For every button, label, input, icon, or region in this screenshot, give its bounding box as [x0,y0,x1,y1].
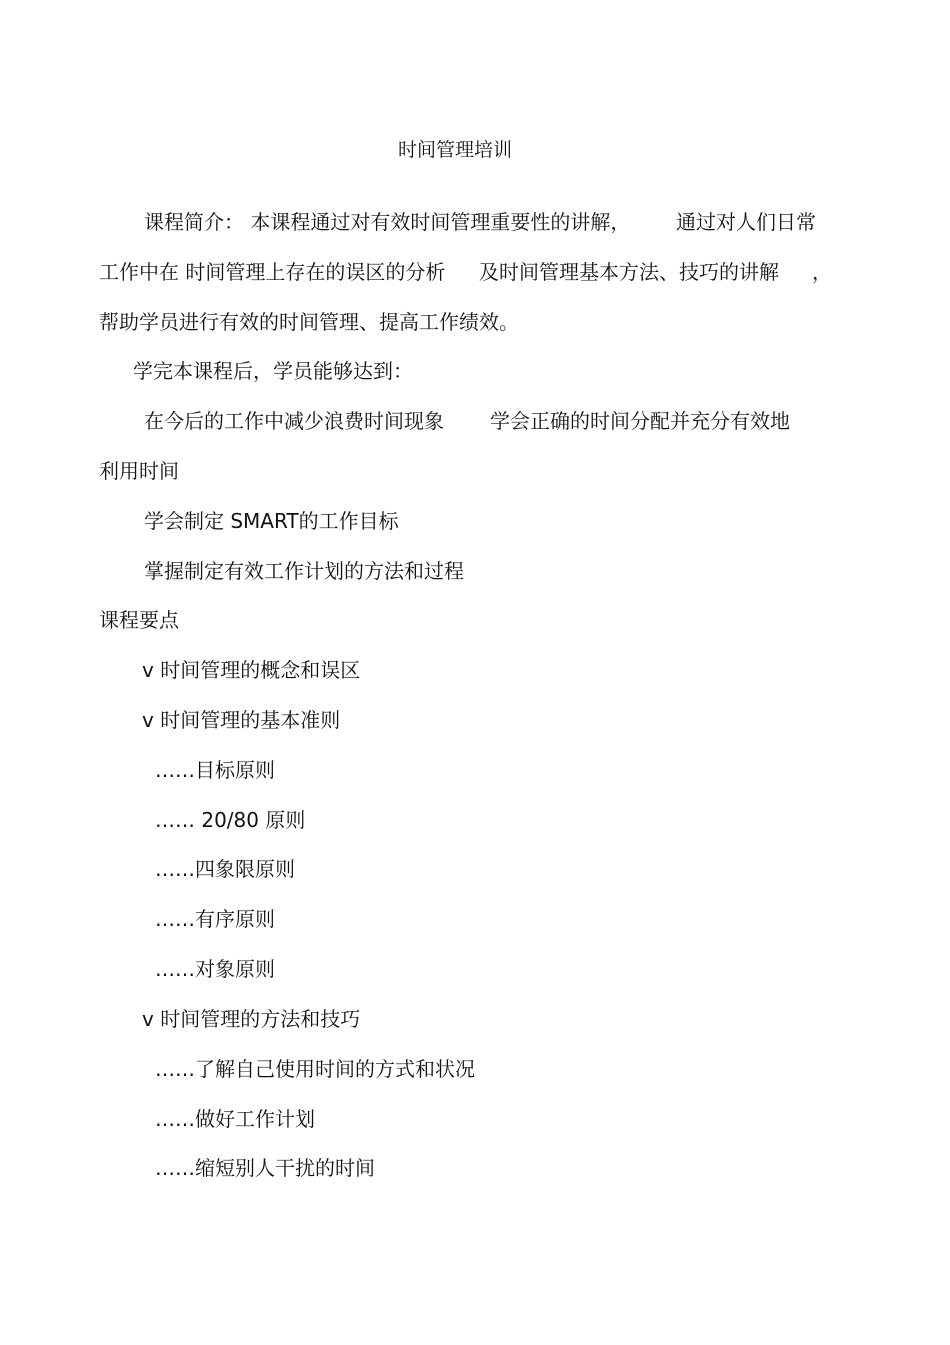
section-2: v 时间管理的基本准则 [142,708,341,732]
s2-item-2: …… 20/80 原则 [155,808,306,832]
intro-line-1b: 通过对人们日常 [676,210,816,234]
s2-item-1: ……目标原则 [155,758,275,782]
s2-item-4: ……有序原则 [155,907,275,931]
goal-item-1: 在今后的工作中减少浪费时间现象 [144,409,444,433]
section-3: v 时间管理的方法和技巧 [142,1007,361,1031]
intro-line-1: 课程简介： 本课程通过对有效时间管理重要性的讲解， [144,210,631,234]
s3-item-2: ……做好工作计划 [155,1107,315,1131]
intro-line-3: 帮助学员进行有效的时间管理、提高工作绩效。 [99,310,519,334]
key-points-heading: 课程要点 [99,608,179,632]
goal-item-2b: 利用时间 [99,459,179,483]
intro-line-2b: 及时间管理基本方法、技巧的讲解 [479,260,779,284]
intro-line-2: 工作中在 时间管理上存在的误区的分析 [99,260,446,284]
s3-item-3: ……缩短别人干扰的时间 [155,1156,375,1180]
intro-line-2c: ， [812,260,832,284]
page-title: 时间管理培训 [398,139,513,161]
s3-item-1: ……了解自己使用时间的方式和状况 [155,1057,475,1081]
section-1: v 时间管理的概念和误区 [142,658,361,682]
goal-item-2a: 学会正确的时间分配并充分有效地 [490,409,790,433]
s2-item-3: ……四象限原则 [155,857,295,881]
s2-item-5: ……对象原则 [155,957,275,981]
goal-item-3: 学会制定 SMART的工作目标 [144,509,399,533]
goal-item-4: 掌握制定有效工作计划的方法和过程 [144,559,464,583]
goals-heading: 学完本课程后，学员能够达到： [133,359,413,383]
